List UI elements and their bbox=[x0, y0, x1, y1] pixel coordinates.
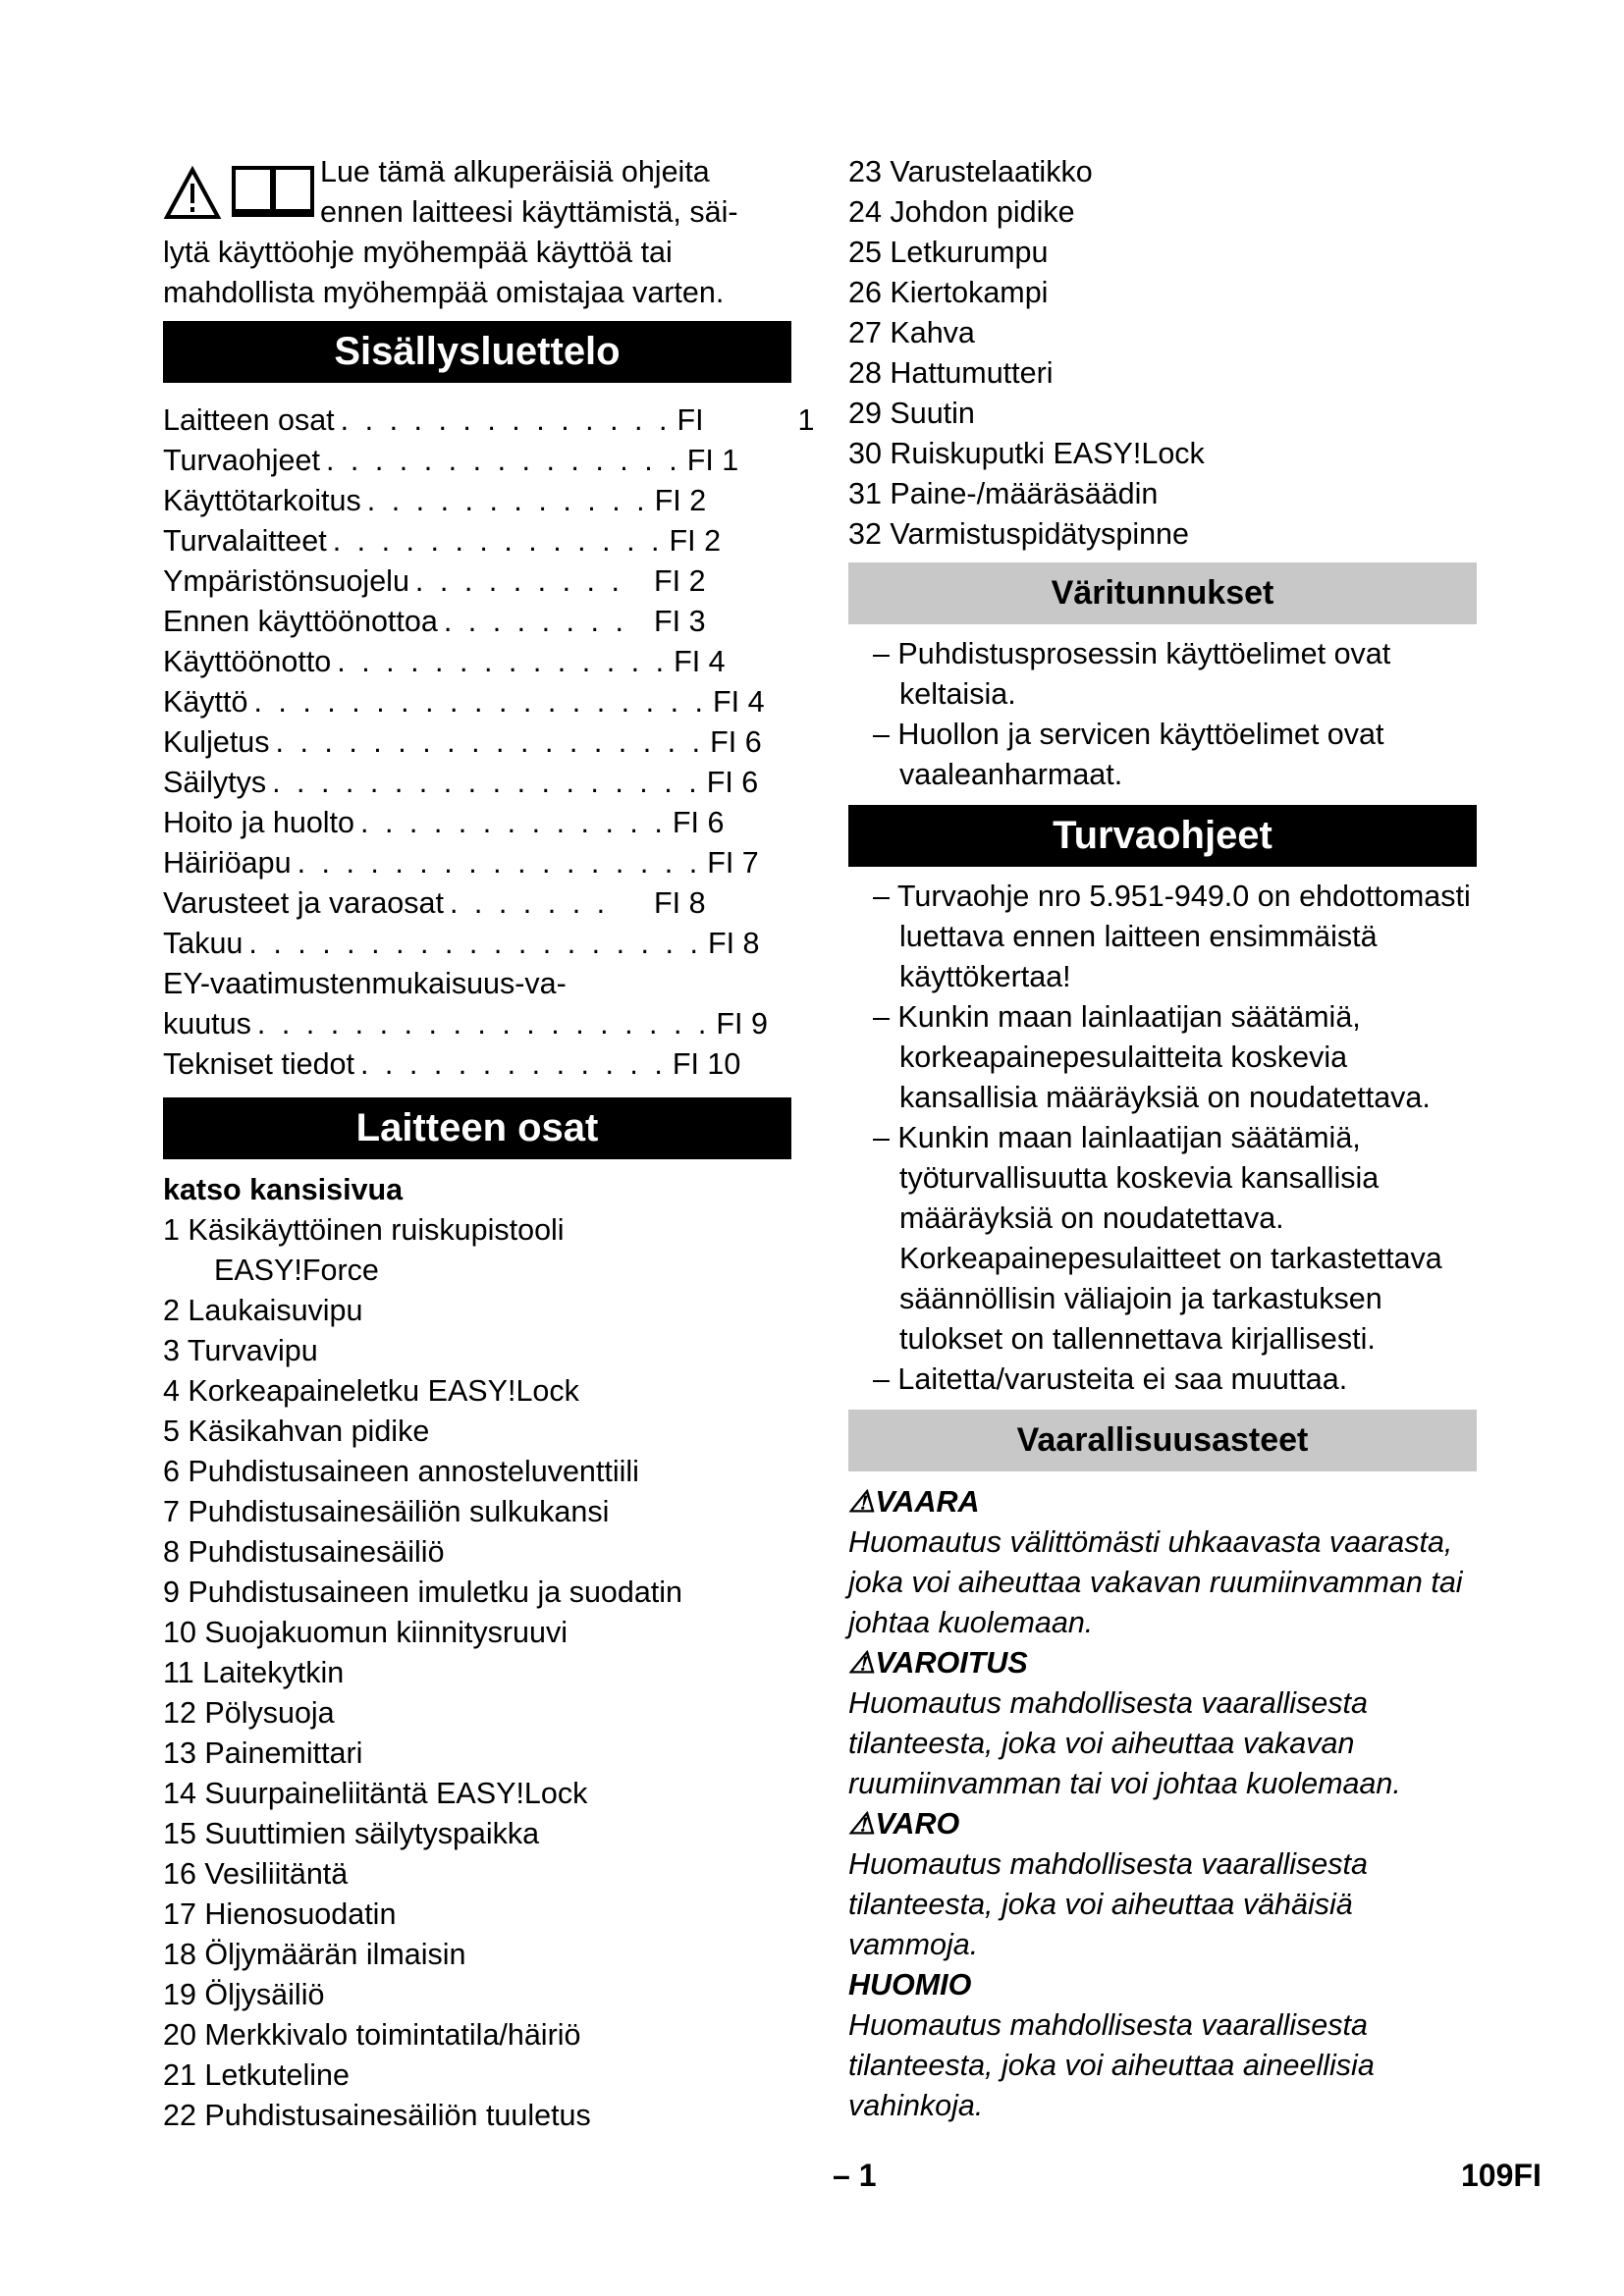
toc-entry-label: Häiriöapu bbox=[163, 846, 292, 880]
toc-entry-leader: . . . . . . . . . . . . bbox=[366, 484, 649, 517]
toc-entry-label: Käyttötarkoitus bbox=[163, 484, 361, 517]
toc-entry-label: Turvaohjeet bbox=[163, 444, 320, 477]
toc-entry-label: Turvalaitteet bbox=[163, 524, 327, 558]
toc-entry-extra bbox=[763, 481, 792, 521]
hazard-level-text: Huomautus välittömästi uhkaavasta vaarasta, joka voi aiheuttaa vakavan ruumiinvamman tai johtaa kuolemaan. bbox=[848, 1525, 1463, 1639]
toc-entry-extra bbox=[778, 521, 807, 561]
toc-entry-leader: . . . . . . . . . . . . . . bbox=[337, 645, 669, 678]
parts-heading: Laitteen osat bbox=[163, 1097, 791, 1159]
list-item: 19 Öljysäiliö bbox=[163, 1978, 325, 2011]
toc-entry-leader: . . . . . . . . . . . . . . . . . . . bbox=[256, 1007, 711, 1041]
list-item: 15 Suuttimien säilytyspaikka bbox=[163, 1817, 540, 1850]
hazard-level-text: Huomautus mahdollisesta vaarallisesta tilanteesta, joka voi aiheuttaa vähäisiä vammoja. bbox=[848, 1847, 1368, 1961]
hazard-level-text: Huomautus mahdollisesta vaarallisesta tilanteesta, joka voi aiheuttaa aineellisia vahinkoja. bbox=[848, 2008, 1375, 2122]
table-of-contents bbox=[163, 400, 815, 1085]
list-item: 29 Suutin bbox=[848, 397, 975, 430]
list-item: 13 Painemittari bbox=[163, 1736, 363, 1770]
list-item: 8 Puhdistusainesäiliö bbox=[163, 1535, 445, 1569]
toc-entry-extra bbox=[781, 1044, 810, 1085]
toc-entry-page: FI 8 bbox=[654, 886, 706, 920]
toc-entry-page: FI 9 bbox=[716, 1007, 768, 1041]
toc-heading: Sisällysluettelo bbox=[163, 321, 791, 383]
list-item: 21 Letkuteline bbox=[163, 2058, 350, 2092]
toc-entry-extra: 1 bbox=[797, 403, 815, 437]
list-item: 11 Laitekytkin bbox=[163, 1656, 345, 1689]
toc-entry-extra bbox=[816, 924, 845, 964]
toc-entry bbox=[163, 803, 791, 843]
list-item: 2 Laukaisuvipu bbox=[163, 1294, 363, 1327]
safety-heading: Turvaohjeet bbox=[848, 805, 1477, 867]
toc-entry-label: Tekniset tiedot bbox=[163, 1047, 354, 1081]
warning-triangle-icon: ⚠ bbox=[848, 1485, 876, 1519]
hazard-level-heading: ⚠VAROITUS bbox=[848, 1646, 1028, 1680]
list-item: 14 Suurpaineliitäntä EASY!Lock bbox=[163, 1777, 588, 1810]
toc-entry-label: EY-vaatimustenmukaisuus-va- bbox=[163, 967, 567, 1000]
list-item: 28 Hattumutteri bbox=[848, 356, 1054, 390]
list-item: 30 Ruiskuputki EASY!Lock bbox=[848, 437, 1205, 470]
toc-entry bbox=[163, 1004, 791, 1044]
list-item: 27 Kahva bbox=[848, 316, 975, 349]
toc-entry-label: kuutus bbox=[163, 1007, 251, 1041]
toc-entry-extra bbox=[781, 803, 810, 843]
list-item: – Kunkin maan lainlaatijan säätämiä, korkeapainepesulaitteita koskevia kansallisia määräyksiä on noudatettava. bbox=[873, 1000, 1431, 1114]
intro-line-2: ennen laitteesi käyttämistä, säi- bbox=[320, 195, 738, 229]
list-item: 16 Vesiliitäntä bbox=[163, 1857, 349, 1891]
toc-entry bbox=[163, 642, 791, 682]
toc-entry-leader: . . . . . . . bbox=[449, 886, 610, 920]
toc-entry bbox=[163, 964, 791, 1004]
list-item: 31 Paine-/määräsäädin bbox=[848, 477, 1159, 510]
toc-entry-leader: . . . . . . . . . . . . . . . . . . bbox=[275, 725, 705, 759]
list-item: – Huollon ja servicen käyttöelimet ovat vaaleanharmaat. bbox=[873, 718, 1384, 791]
list-item: 18 Öljymäärän ilmaisin bbox=[163, 1938, 466, 1971]
toc-entry bbox=[163, 883, 791, 924]
toc-entry-page: FI 7 bbox=[707, 846, 759, 880]
toc-entry-extra bbox=[782, 642, 811, 682]
list-item: – Turvaohje nro 5.951-949.0 on ehdottomasti luettava ennen laitteen ensimmäistä käyttökertaa! bbox=[873, 880, 1471, 993]
list-item: 32 Varmistuspidätyspinne bbox=[848, 517, 1189, 551]
toc-entry-label: Ympäristönsuojelu bbox=[163, 564, 409, 598]
toc-entry-extra bbox=[815, 843, 844, 883]
toc-entry-page: FI 8 bbox=[707, 927, 760, 960]
hazard-level-heading: ⚠VARO bbox=[848, 1807, 960, 1841]
hazard-levels bbox=[848, 1482, 1477, 2126]
toc-entry-page: FI bbox=[677, 403, 704, 437]
hazard-level-heading: HUOMIO bbox=[848, 1968, 972, 2002]
toc-entry-label: Säilytys bbox=[163, 766, 267, 799]
toc-entry-page: FI 1 bbox=[686, 444, 739, 477]
list-item: 7 Puhdistusainesäiliön sulkukansi bbox=[163, 1495, 610, 1528]
list-item: – Laitetta/varusteita ei saa muuttaa. bbox=[873, 1362, 1348, 1396]
toc-entry-leader: . . . . . . . . . . . . . . . . . . . bbox=[248, 927, 702, 960]
list-item: 10 Suojakuomun kiinnitysruuvi bbox=[163, 1616, 568, 1649]
parts-subhead: katso kansisivua bbox=[163, 1173, 404, 1206]
list-item: 5 Käsikahvan pidike bbox=[163, 1415, 430, 1448]
list-item: 22 Puhdistusainesäiliön tuuletus bbox=[163, 2099, 591, 2132]
list-item: 26 Kiertokampi bbox=[848, 276, 1049, 309]
list-item: 17 Hienosuodatin bbox=[163, 1897, 397, 1931]
list-item: – Kunkin maan lainlaatijan säätämiä, työturvallisuutta koskevia kansallisia määräyksiä on noudatettava. Korkeapainepesulaitteet on tarkastettava säännöllisin väliajoin ja tarkastuksen tulokset on tallennettava kirjallisesti. bbox=[873, 1121, 1442, 1356]
toc-entry-extra bbox=[762, 602, 791, 642]
toc-entry bbox=[163, 843, 791, 883]
toc-entry-extra bbox=[762, 883, 791, 924]
toc-entry bbox=[163, 561, 791, 602]
toc-entry bbox=[163, 602, 791, 642]
parts-list bbox=[163, 1170, 791, 2136]
toc-entry-extra bbox=[795, 441, 825, 481]
toc-entry-page: FI 3 bbox=[654, 605, 706, 638]
toc-entry-label: Ennen käyttöönottoa bbox=[163, 605, 438, 638]
toc-entry-page: FI 6 bbox=[672, 806, 725, 839]
toc-entry-page: FI 10 bbox=[672, 1047, 741, 1081]
list-item: 1 Käsikäyttöinen ruiskupistooli EASY!Force bbox=[163, 1213, 565, 1287]
toc-entry-page: FI 2 bbox=[654, 484, 707, 517]
toc-entry-leader: . . . . . . . . bbox=[443, 605, 627, 638]
toc-entry bbox=[163, 400, 815, 441]
toc-entry-label: Käyttö bbox=[163, 685, 248, 719]
warning-triangle-icon: ⚠ bbox=[848, 1646, 876, 1680]
toc-entry-label: Varusteet ja varaosat bbox=[163, 886, 444, 920]
toc-entry-leader: . . . . . . . . . . . . . bbox=[359, 1047, 667, 1081]
toc-entry-label: Kuljetus bbox=[163, 725, 270, 759]
list-item: – Puhdistusprosessin käyttöelimet ovat keltaisia. bbox=[873, 637, 1391, 711]
toc-entry bbox=[163, 722, 791, 763]
list-item: 23 Varustelaatikko bbox=[848, 155, 1093, 188]
toc-entry-label: Laitteen osat bbox=[163, 403, 335, 437]
toc-entry-page: FI 6 bbox=[706, 766, 759, 799]
toc-entry bbox=[163, 441, 791, 481]
list-item: 4 Korkeapaineletku EASY!Lock bbox=[163, 1374, 579, 1408]
toc-entry bbox=[163, 924, 791, 964]
toc-entry-label: Hoito ja huolto bbox=[163, 806, 354, 839]
toc-entry bbox=[163, 1044, 791, 1085]
toc-entry-leader: . . . . . . . . . . . . . bbox=[360, 806, 667, 839]
page-code: 109FI bbox=[1461, 2158, 1542, 2193]
page-marker: – 1 bbox=[833, 2158, 877, 2193]
warning-triangle-icon: ⚠ bbox=[848, 1807, 876, 1841]
toc-entry-page: FI 2 bbox=[669, 524, 722, 558]
toc-entry-extra bbox=[815, 763, 844, 803]
hazard-level-text: Huomautus mahdollisesta vaarallisesta tilanteesta, joka voi aiheuttaa vakavan ruumiinvamman tai voi johtaa kuolemaan. bbox=[848, 1686, 1401, 1800]
list-item: 20 Merkkivalo toimintatila/häiriö bbox=[163, 2018, 581, 2052]
toc-entry bbox=[163, 682, 791, 722]
toc-entry-leader: . . . . . . . . . bbox=[414, 564, 623, 598]
toc-entry-leader: . . . . . . . . . . . . . . . . . . bbox=[272, 766, 701, 799]
list-item: 9 Puhdistusaineen imuletku ja suodatin bbox=[163, 1575, 683, 1609]
toc-entry-extra bbox=[762, 561, 791, 602]
list-item: 6 Puhdistusaineen annosteluventtiili bbox=[163, 1455, 639, 1488]
list-item: 24 Johdon pidike bbox=[848, 195, 1075, 229]
list-item: 3 Turvavipu bbox=[163, 1334, 318, 1367]
intro-line-1: Lue tämä alkuperäisiä ohjeita bbox=[320, 155, 710, 188]
hazard-heading: Vaarallisuusasteet bbox=[848, 1410, 1477, 1471]
colors-heading: Väritunnukset bbox=[848, 562, 1477, 624]
intro-note bbox=[163, 152, 791, 313]
toc-entry-leader: . . . . . . . . . . . . . . . . . bbox=[297, 846, 702, 880]
warning-manual-icon bbox=[163, 162, 320, 221]
toc-entry-extra bbox=[818, 722, 847, 763]
parts-list-continued bbox=[848, 152, 1477, 555]
safety-list bbox=[848, 877, 1477, 1400]
intro-line-4: mahdollista myöhempää omistajaa varten. bbox=[163, 276, 725, 309]
toc-entry-page: FI 4 bbox=[674, 645, 726, 678]
toc-entry bbox=[163, 481, 791, 521]
toc-entry-page: FI 4 bbox=[713, 685, 765, 719]
toc-entry-leader: . . . . . . . . . . . . . . bbox=[332, 524, 664, 558]
colors-list bbox=[848, 634, 1477, 795]
toc-entry-label: Käyttöönotto bbox=[163, 645, 332, 678]
intro-icons bbox=[163, 162, 320, 221]
toc-entry-extra bbox=[821, 682, 850, 722]
toc-entry-page: FI 2 bbox=[654, 564, 706, 598]
intro-line-3: lytä käyttöohje myöhempää käyttöä tai bbox=[163, 236, 673, 269]
toc-entry bbox=[163, 763, 791, 803]
list-item: 12 Pölysuoja bbox=[163, 1696, 335, 1730]
toc-entry-page: FI 6 bbox=[710, 725, 762, 759]
list-item: 25 Letkurumpu bbox=[848, 236, 1049, 269]
toc-entry-label: Takuu bbox=[163, 927, 244, 960]
hazard-level-heading: ⚠VAARA bbox=[848, 1485, 980, 1519]
toc-entry-leader: . . . . . . . . . . . . . . bbox=[340, 403, 672, 437]
toc-entry-leader: . . . . . . . . . . . . . . . . . . . bbox=[253, 685, 708, 719]
toc-entry bbox=[163, 521, 791, 561]
toc-entry-leader: . . . . . . . . . . . . . . . bbox=[325, 444, 681, 477]
